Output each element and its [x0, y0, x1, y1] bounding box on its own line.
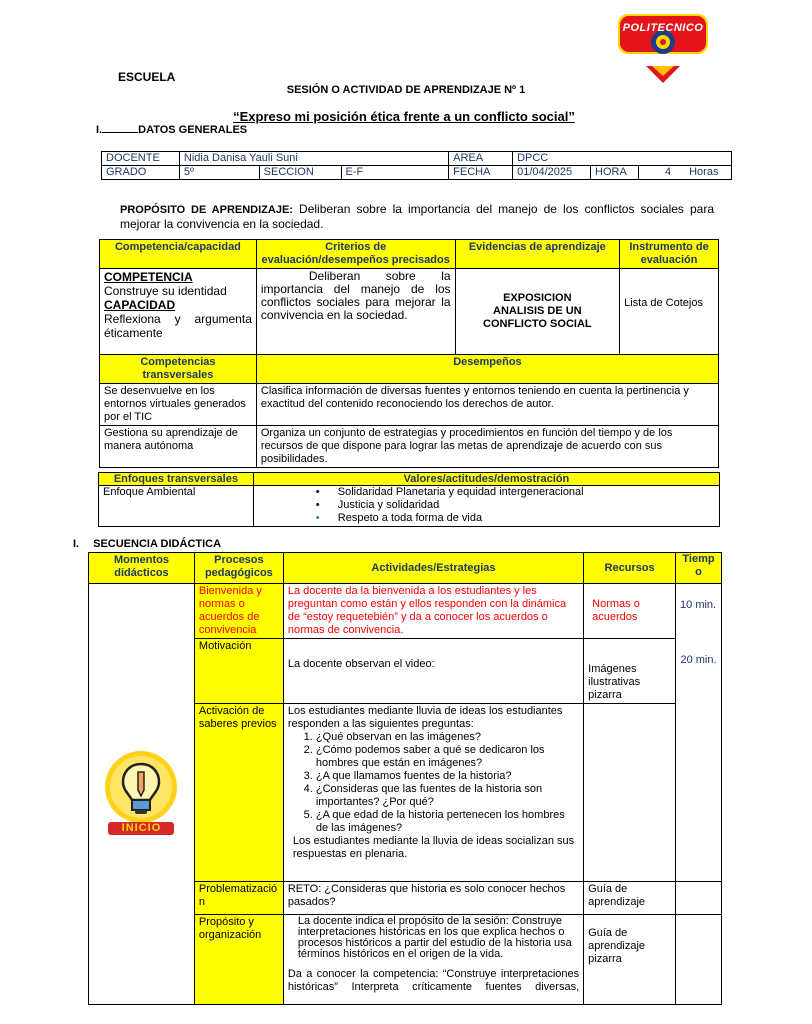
tiempo-empty: [676, 915, 722, 1005]
col-competencia: Competencia/capacidad: [100, 240, 257, 269]
hora-value: [638, 166, 731, 180]
actividad-saberes-previos: [283, 704, 583, 882]
evidencia-2: ANALISIS DE UN CONFLICTO SOCIAL: [483, 305, 592, 330]
hora-unit: Horas: [689, 166, 719, 178]
evidencia-cell: [455, 269, 620, 355]
transversal-comp-1: Se desenvuelve en los entornos virtuales generados por el TIC: [100, 384, 257, 426]
criterio-cell: Deliberan sobre la importancia del manejo de los conflictos sociales para mejorar la convivencia en la sociedad.: [256, 269, 455, 355]
preguntas-list: [288, 731, 579, 835]
recurso-proposito: Guía de aprendizaje pizarra: [584, 915, 676, 1005]
proceso-problematizacion: Problematización: [194, 882, 283, 915]
inicio-illustration: [102, 748, 180, 840]
section-secuencia: [73, 538, 221, 550]
proposito-label: PROPÓSITO DE APRENDIZAJE:: [120, 204, 293, 216]
transversales-header: Competencias transversales: [100, 355, 257, 384]
capacidad-text: Reflexiona y argumenta éticamente: [104, 312, 252, 340]
tiempo-2: 20 min.: [680, 654, 717, 666]
competency-table: [99, 239, 719, 468]
proposito-line1: Deliberan sobre la importancia del manejo de los conflictos sociales para: [292, 202, 714, 216]
session-title: SESIÓN O ACTIVIDAD DE APRENDIZAJE Nº 1: [286, 84, 526, 96]
evidencia-1: EXPOSICION: [503, 292, 572, 304]
pregunta-item: 5. ¿A que edad de la historia pertenecen los hombres de las imágenes?: [316, 809, 579, 835]
col-criterios: Criterios de evaluación/desempeños precisados: [256, 240, 455, 269]
proposito-line2: mejorar la convivencia en la sociedad.: [120, 217, 324, 231]
transversal-desc-2: Organiza un conjunto de estrategias y procedimientos en función del tiempo y de los recursos de que dispone para lograr las metas de aprendizaje de acuerdo con sus posibilidades.: [256, 426, 718, 468]
valor-item: • Solidaridad Planetaria y equidad intergeneracional: [258, 486, 715, 499]
recurso-problematizacion: Guía de aprendizaje: [584, 882, 676, 915]
proposito-block: [120, 202, 714, 231]
proposito-actividad-1: La docente indica el propósito de la sesión: Construye interpretaciones históricas en los que explica hechos o procesos históricos a partir del estudio de la historia usa términos históricos en el origen de la vida.: [297, 915, 572, 960]
actividad-motivacion: La docente observan el video:: [283, 639, 583, 704]
section-number: I.: [73, 538, 80, 550]
seccion-value: E-F: [341, 166, 449, 180]
momento-inicio-cell: [89, 584, 195, 1005]
recurso-saberes-previos: [584, 704, 676, 882]
desempenos-header: Desempeños: [256, 355, 718, 384]
fecha-value: 01/04/2025: [513, 166, 591, 180]
competencia-label: COMPETENCIA: [104, 270, 193, 284]
proceso-motivacion: Motivación: [194, 639, 283, 704]
tiempo-empty: [676, 882, 722, 915]
col-tiempo: Tiempo: [676, 553, 722, 584]
col-momentos: Momentos didácticos: [89, 553, 195, 584]
general-data-table: [101, 151, 732, 180]
grado-value: 5º: [179, 166, 259, 180]
recurso-motivacion: Imágenes ilustrativas pizarra: [584, 639, 676, 704]
actividad-problematizacion: RETO: ¿Consideras que historia es solo conocer hechos pasados?: [283, 882, 583, 915]
area-label: AREA: [449, 152, 513, 166]
transversal-desc-1: Clasifica información de diversas fuentes y entornos teniendo en cuenta la pertinencia y exactitud del contenido reconociendo los derechos de autor.: [256, 384, 718, 426]
fecha-label: FECHA: [449, 166, 513, 180]
valores-list: [253, 486, 719, 527]
proceso-proposito: Propósito y organización: [194, 915, 283, 1005]
area-value: DPCC: [513, 152, 732, 166]
valor-item: • Justicia y solidaridad: [258, 499, 715, 512]
secuencia-table: [88, 552, 722, 1005]
competencia-cell: [100, 269, 257, 355]
instrumento-cell: Lista de Cotejos: [620, 269, 719, 355]
hora-label: HORA: [591, 166, 639, 180]
col-evidencias: Evidencias de aprendizaje: [455, 240, 620, 269]
tiempo-1: 10 min.: [680, 599, 717, 611]
tiempo-empty: [676, 704, 722, 882]
hora-number: 4: [664, 166, 672, 178]
section-label: SECUENCIA DIDÁCTICA: [93, 538, 222, 550]
tiempo-cell: [676, 584, 722, 704]
quote-title: “Expreso mi posición ética frente a un conflicto social”: [233, 109, 575, 124]
actividad-proposito: [283, 915, 583, 1005]
docente-value: Nidia Danisa Yauli Suni: [179, 152, 448, 166]
saberes-outro: Los estudiantes mediante la lluvia de ideas socializan sus respuestas en plenaria.: [292, 835, 575, 860]
proposito-actividad-2: Da a conocer la competencia: “Construye interpretaciones históricas” Interpreta críticamente fuentes diversas,: [287, 968, 580, 993]
capacidad-label: CAPACIDAD: [104, 298, 176, 312]
valores-header: Valores/actitudes/demostración: [253, 473, 719, 486]
inicio-label: INICIO: [108, 822, 174, 835]
col-procesos: Procesos pedagógicos: [194, 553, 283, 584]
header-cut-text: ESCUELA: [118, 70, 176, 84]
pregunta-item: 2. ¿Cómo podemos saber a qué se dedicaron los hombres que están en imágenes?: [316, 744, 579, 770]
transversal-comp-2: Gestiona su aprendizaje de manera autónoma: [100, 426, 257, 468]
logo-text: POLITECNICO: [622, 22, 704, 34]
enfoque-ambiental: Enfoque Ambiental: [99, 486, 254, 527]
pregunta-item: 1. ¿Qué observan en las imágenes?: [316, 731, 579, 744]
pregunta-item: 4. ¿Consideras que las fuentes de la historia son importantes? ¿Por qué?: [316, 783, 579, 809]
school-logo: [612, 6, 714, 86]
col-recursos: Recursos: [584, 553, 676, 584]
proceso-bienvenida: Bienvenida y normas o acuerdos de convivencia: [194, 584, 283, 639]
valor-item: • Respeto a toda forma de vida: [258, 512, 715, 525]
section-datos-generales: [96, 124, 247, 136]
col-actividades: Actividades/Estrategias: [283, 553, 583, 584]
col-instrumento: Instrumento de evaluación: [620, 240, 719, 269]
section-number: I.: [96, 124, 103, 136]
enfoques-header: Enfoques transversales: [99, 473, 254, 486]
pregunta-item: 3. ¿A que llamamos fuentes de la historia?: [316, 770, 579, 783]
recurso-bienvenida: Normas o acuerdos: [584, 584, 676, 639]
seccion-label: SECCION: [259, 166, 341, 180]
saberes-intro: Los estudiantes mediante lluvia de ideas los estudiantes responden a las siguientes preguntas:: [287, 705, 563, 730]
enfoques-table: [98, 472, 720, 527]
docente-label: DOCENTE: [102, 152, 180, 166]
section-label: DATOS GENERALES: [138, 124, 248, 136]
proceso-saberes-previos: Activación de saberes previos: [194, 704, 283, 882]
actividad-bienvenida: La docente da la bienvenida a los estudiantes y les preguntan como están y ellos responden con la dinámica de “estoy requetebién” y da a conocer los acuerdos o normas de convivencia.: [283, 584, 583, 639]
grado-label: GRADO: [102, 166, 180, 180]
competencia-text: Construye su identidad: [104, 284, 227, 298]
